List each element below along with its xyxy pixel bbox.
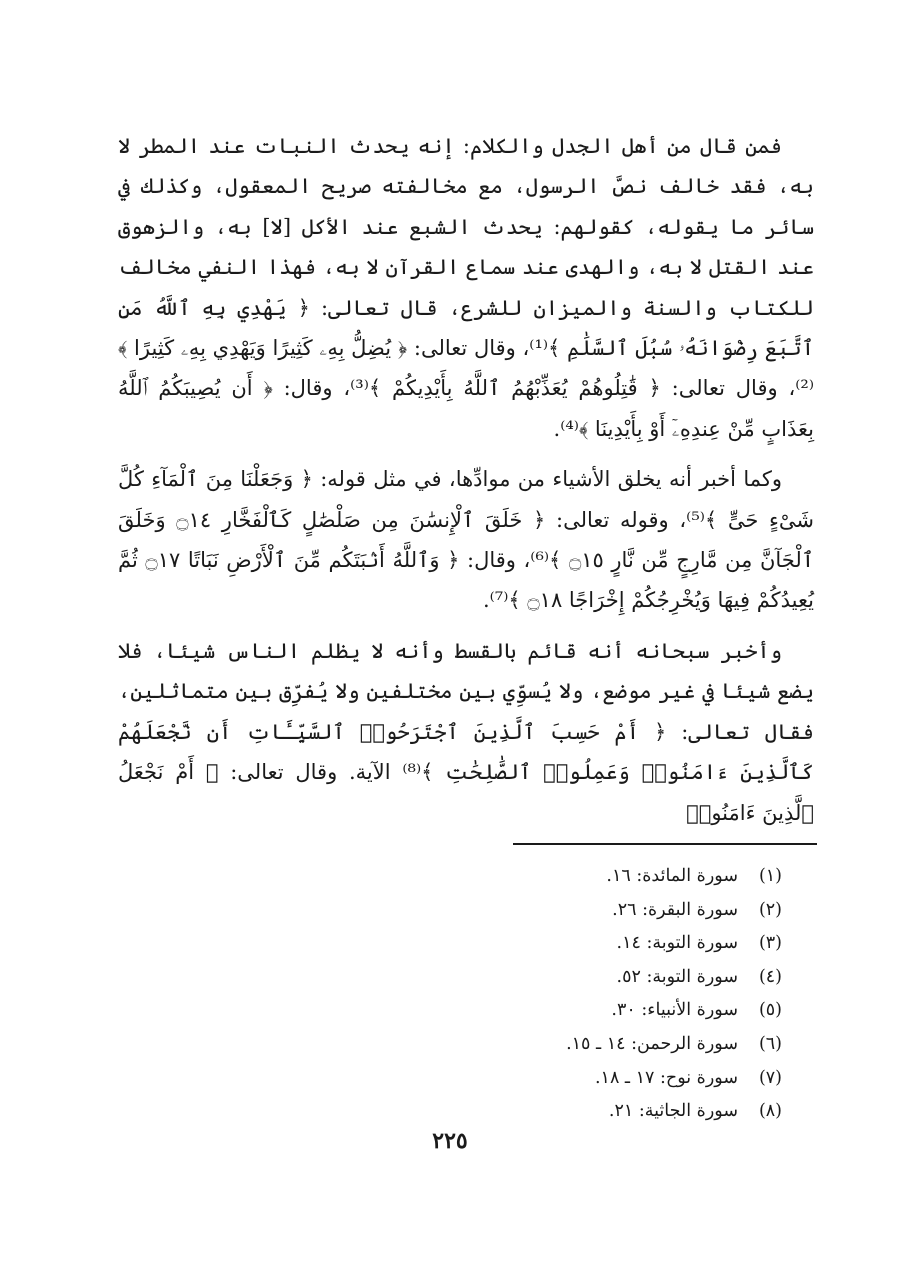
footnote-number: (٣) bbox=[758, 933, 782, 954]
footnote-text: سورة الأنبياء: ٣٠. bbox=[611, 1000, 738, 1021]
paragraph-2: وكما أخبر أنه يخلق الأشياء من موادِّها، في مثل قوله: ﴿ وَجَعَلْنَا مِنَ ٱلْمَآءِ كُلَّ شَىْءٍ حَىٍّ ﴾⁽⁵⁾، وقوله تعالى: ﴿ خَلَقَ ٱلْإِنسَٰنَ مِن صَلْصَٰلٍ كَٱلْفَخَّارِ ۝١٤ وَخَلَقَ ٱلْجَآنَّ مِن مَّارِجٍ مِّن نَّارٍ ۝١٥ ﴾⁽⁶⁾، وقال: ﴿ وَٱللَّهُ أَنۢبَتَكُم مِّنَ ٱلْأَرْضِ نَبَاتًا ۝١٧ ثُمَّ يُعِيدُكُمْ فِيهَا وَيُخْرِجُكُمْ إِخْرَاجًا ۝١٨ ﴾⁽⁷⁾. bbox=[118, 467, 815, 613]
footnote-1 bbox=[382, 860, 782, 894]
paragraph-1: فمن قال من أهل الجدل والكلام: إنه يحدث النبات عند المطر لا به، فقد خالف نصَّ الرسول، مع مخالفته صريح المعقول، وكذلك في سائر ما يقوله، كقولهم: يحدث الشبع عند الأكل [لا] به، والزهوق عند القتل لا به، والهدى عند سماع القرآن لا به، فهذا النفي مخالف للكتاب والسنة والميزان للشرع، قال تعالى: ﴿ يَهْدِي بِهِ ٱللَّهُ مَنِ ٱتَّبَعَ رِضْوَانَهُۥ سُبُلَ ٱلسَّلَٰمِ ﴾⁽¹⁾، وقال تعالى: ﴿ يُضِلُّ بِهِۦ كَثِيرًا وَيَهْدِي بِهِۦ كَثِيرًا ﴾⁽²⁾، وقال تعالى: ﴿ قَٰتِلُوهُمْ يُعَذِّبْهُمُ ٱللَّهُ بِأَيْدِيكُمْ ﴾⁽³⁾، وقال: ﴿ أَن يُصِيبَكُمُ ٱللَّهُ بِعَذَابٍ مِّنْ عِندِهِۦٓ أَوْ بِأَيْدِينَا ﴾⁽⁴⁾. bbox=[118, 134, 815, 441]
paragraph-3: وأخبر سبحانه أنه قائم بالقسط وأنه لا يظلم الناس شيئا، فلا يضع شيئا في غير موضع، ولا يُسوِّي بين مختلفين ولا يُفرِّق بين متماثلين، فقال تعالى: ﴿ أَمْ حَسِبَ ٱلَّذِينَ ٱجْتَرَحُوا۟ ٱلسَّيِّـَٔاتِ أَن نَّجْعَلَهُمْ كَٱلَّذِينَ ءَامَنُوا۟ وَعَمِلُوا۟ ٱلصَّٰلِحَٰتِ ﴾⁽⁸⁾ الآية. وقال تعالى: ﴿ أَمْ نَجْعَلُ ٱلَّذِينَ ءَامَنُوا۟ bbox=[118, 638, 814, 825]
footnote-text: سورة التوبة: ١٤. bbox=[616, 933, 738, 954]
footnote-number: (٨) bbox=[758, 1101, 782, 1122]
footnote-7 bbox=[382, 1062, 782, 1096]
footnote-5 bbox=[382, 994, 782, 1028]
footnote-number: (٥) bbox=[758, 1000, 782, 1021]
footnote-number: (٧) bbox=[758, 1067, 782, 1088]
footnote-text: سورة التوبة: ٥٢. bbox=[616, 966, 738, 987]
footnotes bbox=[382, 860, 782, 1129]
footnote-2 bbox=[382, 894, 782, 928]
footnote-number: (٤) bbox=[758, 966, 782, 987]
footnote-text: سورة نوح: ١٧ ـ ١٨. bbox=[594, 1067, 738, 1088]
footnote-number: (٢) bbox=[758, 899, 782, 920]
footnote-8 bbox=[382, 1095, 782, 1129]
footnote-6 bbox=[382, 1028, 782, 1062]
body-text bbox=[118, 126, 814, 843]
footnote-text: سورة الرحمن: ١٤ ـ ١٥. bbox=[566, 1033, 738, 1054]
footnote-number: (٦) bbox=[758, 1033, 782, 1054]
footnote-4 bbox=[382, 961, 782, 995]
footnote-number: (١) bbox=[758, 866, 782, 886]
page-number: ٢٢٥ bbox=[432, 1128, 468, 1154]
footnote-text: سورة الجاثية: ٢١. bbox=[608, 1101, 738, 1122]
footnote-separator bbox=[513, 843, 817, 845]
footnote-text: سورة المائدة: ١٦. bbox=[606, 866, 738, 886]
footnote-3 bbox=[382, 927, 782, 961]
footnote-text: سورة البقرة: ٢٦. bbox=[612, 899, 738, 920]
